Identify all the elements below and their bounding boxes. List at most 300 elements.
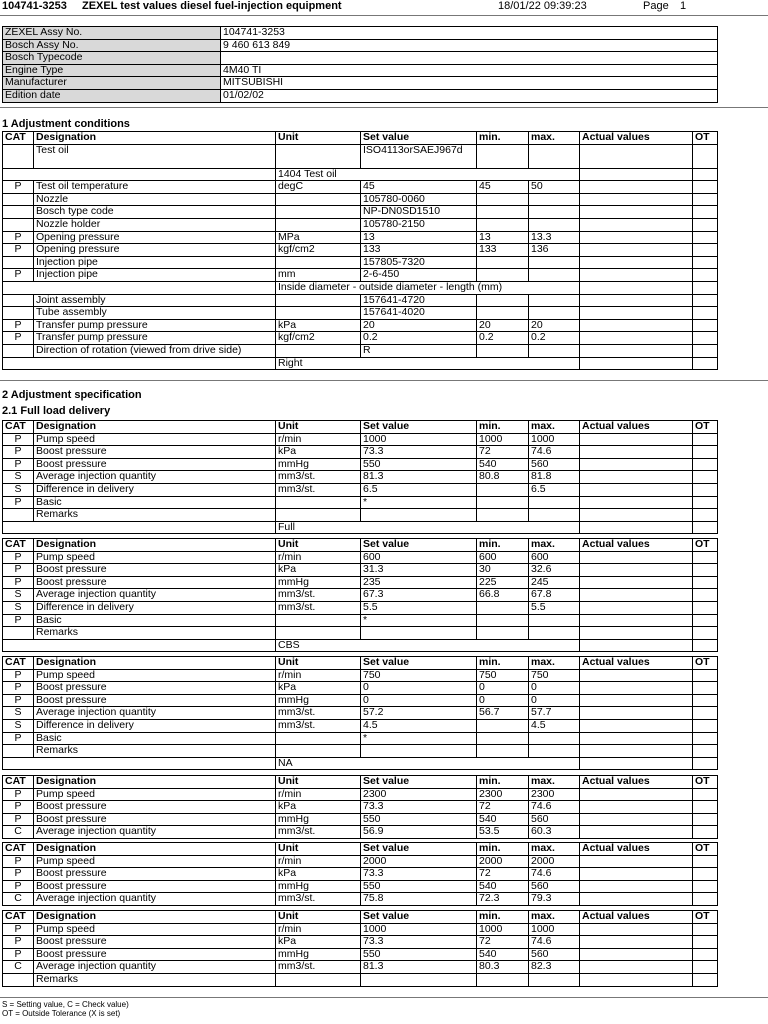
column-header-row bbox=[3, 657, 718, 670]
col-header-unit: Unit bbox=[276, 657, 361, 670]
table-row bbox=[3, 801, 718, 814]
designation-cell: Transfer pump pressure bbox=[34, 332, 276, 345]
col-header-min: min. bbox=[477, 911, 529, 924]
col-header-unit: Unit bbox=[276, 776, 361, 789]
cat-cell bbox=[3, 193, 34, 206]
cat-cell: P bbox=[3, 788, 34, 801]
cat-cell: P bbox=[3, 181, 34, 194]
ot-cell bbox=[693, 868, 718, 881]
ot-cell bbox=[693, 307, 718, 320]
designation-cell: Boost pressure bbox=[34, 801, 276, 814]
col-header-designation: Designation bbox=[34, 843, 276, 856]
set-value-cell: 73.3 bbox=[361, 801, 477, 814]
unit-cell: mm3/st. bbox=[276, 589, 361, 602]
min-cell: 13 bbox=[477, 231, 529, 244]
max-cell bbox=[529, 614, 580, 627]
empty-cell bbox=[529, 745, 580, 758]
remarks-label: Remarks bbox=[34, 627, 276, 640]
designation-cell: Boost pressure bbox=[34, 936, 276, 949]
unit-cell: kPa bbox=[276, 868, 361, 881]
empty-cell bbox=[3, 639, 34, 652]
unit-cell bbox=[276, 732, 361, 745]
print-datetime: 18/01/22 09:39:23 bbox=[498, 0, 587, 12]
col-header-ot: OT bbox=[693, 132, 718, 145]
min-cell: 56.7 bbox=[477, 707, 529, 720]
empty-cell bbox=[693, 357, 718, 370]
spec-table-body bbox=[3, 657, 718, 770]
actual-value-cell bbox=[580, 961, 693, 974]
min-cell bbox=[477, 344, 529, 357]
min-cell bbox=[477, 294, 529, 307]
footer-legend-2: OT = Outside Tolerance (X is set) bbox=[2, 1009, 121, 1018]
min-cell bbox=[477, 218, 529, 231]
max-cell bbox=[529, 206, 580, 219]
col-header-unit: Unit bbox=[276, 539, 361, 552]
designation-cell: Average injection quantity bbox=[34, 826, 276, 839]
ot-cell bbox=[693, 719, 718, 732]
set-value-cell: 105780-2150 bbox=[361, 218, 477, 231]
actual-value-cell bbox=[580, 307, 693, 320]
empty-cell bbox=[361, 973, 477, 986]
page-number: 1 bbox=[680, 0, 687, 12]
max-cell: 20 bbox=[529, 319, 580, 332]
spec-table bbox=[2, 842, 718, 906]
remarks-label: Remarks bbox=[34, 509, 276, 522]
table-row bbox=[3, 294, 718, 307]
empty-cell bbox=[34, 357, 276, 370]
unit-cell: mm3/st. bbox=[276, 826, 361, 839]
table-row bbox=[3, 218, 718, 231]
min-cell: 72 bbox=[477, 868, 529, 881]
empty-cell bbox=[529, 144, 580, 168]
column-header-row bbox=[3, 132, 718, 145]
col-header-ot: OT bbox=[693, 657, 718, 670]
min-cell: 72 bbox=[477, 936, 529, 949]
max-cell: 6.5 bbox=[529, 483, 580, 496]
designation-cell: Pump speed bbox=[34, 855, 276, 868]
spec-table-body bbox=[3, 776, 718, 839]
empty-cell bbox=[477, 509, 529, 522]
assembly-info-body bbox=[3, 27, 718, 103]
min-cell: 80.8 bbox=[477, 471, 529, 484]
empty-cell bbox=[580, 627, 693, 640]
max-cell: 560 bbox=[529, 458, 580, 471]
actual-value-cell bbox=[580, 332, 693, 345]
actual-value-cell bbox=[580, 801, 693, 814]
empty-cell bbox=[3, 757, 34, 770]
max-cell bbox=[529, 344, 580, 357]
note-row bbox=[3, 639, 718, 652]
min-cell bbox=[477, 732, 529, 745]
empty-cell bbox=[276, 745, 361, 758]
col-header-set-value: Set value bbox=[361, 132, 477, 145]
min-cell bbox=[477, 483, 529, 496]
col-header-set-value: Set value bbox=[361, 657, 477, 670]
col-header-unit: Unit bbox=[276, 132, 361, 145]
max-cell bbox=[529, 732, 580, 745]
actual-value-cell bbox=[580, 446, 693, 459]
set-value-cell: 5.5 bbox=[361, 601, 477, 614]
min-cell: 540 bbox=[477, 813, 529, 826]
ot-cell bbox=[693, 458, 718, 471]
ot-cell bbox=[693, 576, 718, 589]
actual-value-cell bbox=[580, 483, 693, 496]
set-value-cell: 75.8 bbox=[361, 893, 477, 906]
cat-cell bbox=[3, 256, 34, 269]
col-header-designation: Designation bbox=[34, 132, 276, 145]
remarks-row bbox=[3, 973, 718, 986]
spec-table-body bbox=[3, 421, 718, 534]
set-value-cell: 56.9 bbox=[361, 826, 477, 839]
note-row bbox=[3, 357, 718, 370]
min-cell: 0.2 bbox=[477, 332, 529, 345]
ot-cell bbox=[693, 826, 718, 839]
info-row bbox=[3, 89, 718, 102]
ot-cell bbox=[693, 614, 718, 627]
ot-cell bbox=[693, 948, 718, 961]
col-header-min: min. bbox=[477, 843, 529, 856]
ot-cell bbox=[693, 801, 718, 814]
max-cell: 1000 bbox=[529, 923, 580, 936]
unit-cell: kPa bbox=[276, 319, 361, 332]
ot-cell bbox=[693, 319, 718, 332]
note-cell: Inside diameter - outside diameter - length (mm) bbox=[276, 281, 580, 294]
col-header-unit: Unit bbox=[276, 911, 361, 924]
designation-cell: Basic bbox=[34, 496, 276, 509]
table-row bbox=[3, 880, 718, 893]
note-row bbox=[3, 757, 718, 770]
ot-cell bbox=[693, 193, 718, 206]
section-1-title: 1 Adjustment conditions bbox=[2, 118, 130, 130]
ot-cell bbox=[693, 256, 718, 269]
cat-cell bbox=[3, 218, 34, 231]
cat-cell: P bbox=[3, 694, 34, 707]
cat-cell: P bbox=[3, 682, 34, 695]
footer-legend-1: S = Setting value, C = Check value) bbox=[2, 1000, 129, 1009]
col-header-cat: CAT bbox=[3, 911, 34, 924]
set-value-cell: 4.5 bbox=[361, 719, 477, 732]
table-row bbox=[3, 948, 718, 961]
ot-cell bbox=[693, 218, 718, 231]
max-cell bbox=[529, 193, 580, 206]
empty-cell bbox=[693, 639, 718, 652]
max-cell: 0 bbox=[529, 694, 580, 707]
min-cell bbox=[477, 719, 529, 732]
cat-cell: C bbox=[3, 961, 34, 974]
unit-cell: mmHg bbox=[276, 948, 361, 961]
actual-value-cell bbox=[580, 682, 693, 695]
table-row bbox=[3, 732, 718, 745]
set-value-cell: 0.2 bbox=[361, 332, 477, 345]
ot-cell bbox=[693, 206, 718, 219]
actual-value-cell bbox=[580, 868, 693, 881]
table-row bbox=[3, 855, 718, 868]
designation-cell: Injection pipe bbox=[34, 256, 276, 269]
set-value-cell: 6.5 bbox=[361, 483, 477, 496]
empty-cell bbox=[34, 757, 276, 770]
actual-value-cell bbox=[580, 218, 693, 231]
max-cell: 750 bbox=[529, 669, 580, 682]
designation-cell: Average injection quantity bbox=[34, 589, 276, 602]
note-cell: Right bbox=[276, 357, 580, 370]
unit-cell: mmHg bbox=[276, 458, 361, 471]
header-rule bbox=[0, 15, 768, 16]
min-cell: 80.3 bbox=[477, 961, 529, 974]
col-header-actual: Actual values bbox=[580, 911, 693, 924]
min-cell: 53.5 bbox=[477, 826, 529, 839]
actual-value-cell bbox=[580, 193, 693, 206]
empty-cell bbox=[3, 281, 34, 294]
actual-value-cell bbox=[580, 471, 693, 484]
cat-cell: S bbox=[3, 707, 34, 720]
col-header-actual: Actual values bbox=[580, 776, 693, 789]
min-cell: 66.8 bbox=[477, 589, 529, 602]
set-value-cell: 157641-4020 bbox=[361, 307, 477, 320]
ot-cell bbox=[693, 961, 718, 974]
info-value bbox=[221, 52, 718, 65]
col-header-max: max. bbox=[529, 911, 580, 924]
unit-cell bbox=[276, 496, 361, 509]
info-value: 4M40 TI bbox=[221, 64, 718, 77]
designation-cell: Average injection quantity bbox=[34, 707, 276, 720]
ot-cell bbox=[693, 788, 718, 801]
unit-cell bbox=[276, 218, 361, 231]
empty-cell bbox=[34, 281, 276, 294]
table-row bbox=[3, 707, 718, 720]
col-header-max: max. bbox=[529, 776, 580, 789]
set-value-cell: 67.3 bbox=[361, 589, 477, 602]
designation-cell: Boost pressure bbox=[34, 576, 276, 589]
info-row bbox=[3, 64, 718, 77]
unit-cell: mmHg bbox=[276, 813, 361, 826]
ot-cell bbox=[693, 813, 718, 826]
table-row bbox=[3, 319, 718, 332]
empty-cell bbox=[580, 281, 693, 294]
actual-value-cell bbox=[580, 551, 693, 564]
ot-cell bbox=[693, 181, 718, 194]
max-cell: 0.2 bbox=[529, 332, 580, 345]
table-row bbox=[3, 788, 718, 801]
set-value-cell: 550 bbox=[361, 813, 477, 826]
max-cell: 81.8 bbox=[529, 471, 580, 484]
max-cell: 79.3 bbox=[529, 893, 580, 906]
col-header-ot: OT bbox=[693, 911, 718, 924]
empty-cell bbox=[580, 509, 693, 522]
unit-cell: mmHg bbox=[276, 880, 361, 893]
unit-cell: kgf/cm2 bbox=[276, 244, 361, 257]
cat-cell: P bbox=[3, 496, 34, 509]
actual-value-cell bbox=[580, 813, 693, 826]
col-header-cat: CAT bbox=[3, 132, 34, 145]
unit-cell: mm bbox=[276, 269, 361, 282]
table-row bbox=[3, 332, 718, 345]
max-cell: 50 bbox=[529, 181, 580, 194]
table-row bbox=[3, 496, 718, 509]
set-value-cell: 0 bbox=[361, 694, 477, 707]
max-cell: 74.6 bbox=[529, 868, 580, 881]
empty-cell bbox=[276, 509, 361, 522]
designation-cell: Direction of rotation (viewed from drive side) bbox=[34, 344, 276, 357]
unit-cell bbox=[276, 206, 361, 219]
actual-value-cell bbox=[580, 893, 693, 906]
actual-value-cell bbox=[580, 344, 693, 357]
designation-cell: Boost pressure bbox=[34, 948, 276, 961]
set-value-cell: * bbox=[361, 496, 477, 509]
min-cell: 540 bbox=[477, 458, 529, 471]
table-row bbox=[3, 269, 718, 282]
designation-cell: Boost pressure bbox=[34, 682, 276, 695]
spec-table-body bbox=[3, 539, 718, 652]
unit-cell: mm3/st. bbox=[276, 471, 361, 484]
set-value-cell: 45 bbox=[361, 181, 477, 194]
max-cell: 560 bbox=[529, 813, 580, 826]
table-row bbox=[3, 181, 718, 194]
unit-cell: r/min bbox=[276, 551, 361, 564]
designation-cell: Boost pressure bbox=[34, 868, 276, 881]
part-id: 104741-3253 bbox=[2, 0, 67, 12]
set-value-cell: 550 bbox=[361, 458, 477, 471]
set-value-cell: 0 bbox=[361, 682, 477, 695]
min-cell: 133 bbox=[477, 244, 529, 257]
table-row bbox=[3, 231, 718, 244]
col-header-set-value: Set value bbox=[361, 911, 477, 924]
ot-cell bbox=[693, 601, 718, 614]
unit-cell: kgf/cm2 bbox=[276, 332, 361, 345]
cat-cell: P bbox=[3, 269, 34, 282]
actual-value-cell bbox=[580, 669, 693, 682]
set-value-cell: 2000 bbox=[361, 855, 477, 868]
min-cell: 45 bbox=[477, 181, 529, 194]
info-row bbox=[3, 52, 718, 65]
set-value-cell: 750 bbox=[361, 669, 477, 682]
ot-cell bbox=[693, 707, 718, 720]
unit-cell: kPa bbox=[276, 936, 361, 949]
document-title: ZEXEL test values diesel fuel-injection equipment bbox=[82, 0, 342, 12]
actual-value-cell bbox=[580, 788, 693, 801]
designation-cell: Test oil temperature bbox=[34, 181, 276, 194]
designation-cell: Average injection quantity bbox=[34, 893, 276, 906]
remarks-row bbox=[3, 745, 718, 758]
ot-cell bbox=[693, 669, 718, 682]
table-row bbox=[3, 601, 718, 614]
col-header-cat: CAT bbox=[3, 539, 34, 552]
designation-cell: Basic bbox=[34, 614, 276, 627]
cat-cell: P bbox=[3, 732, 34, 745]
designation-cell: Tube assembly bbox=[34, 307, 276, 320]
ot-cell bbox=[693, 496, 718, 509]
table-row bbox=[3, 936, 718, 949]
actual-value-cell bbox=[580, 880, 693, 893]
footer-rule bbox=[0, 997, 768, 998]
empty-cell bbox=[477, 973, 529, 986]
assembly-info-table bbox=[2, 26, 718, 103]
min-cell bbox=[477, 256, 529, 269]
col-header-max: max. bbox=[529, 421, 580, 434]
min-cell: 0 bbox=[477, 682, 529, 695]
info-label: ZEXEL Assy No. bbox=[3, 27, 221, 40]
min-cell: 600 bbox=[477, 551, 529, 564]
unit-cell: r/min bbox=[276, 433, 361, 446]
spec-table bbox=[2, 656, 718, 770]
unit-cell: mmHg bbox=[276, 694, 361, 707]
cat-cell: P bbox=[3, 948, 34, 961]
empty-cell bbox=[529, 509, 580, 522]
max-cell: 136 bbox=[529, 244, 580, 257]
col-header-designation: Designation bbox=[34, 911, 276, 924]
table-row bbox=[3, 813, 718, 826]
unit-cell: mm3/st. bbox=[276, 893, 361, 906]
set-value-cell: * bbox=[361, 732, 477, 745]
col-header-actual: Actual values bbox=[580, 843, 693, 856]
designation-cell: Average injection quantity bbox=[34, 471, 276, 484]
cat-cell: P bbox=[3, 614, 34, 627]
empty-cell bbox=[529, 627, 580, 640]
min-cell: 72.3 bbox=[477, 893, 529, 906]
col-header-ot: OT bbox=[693, 776, 718, 789]
info-value: MITSUBISHI bbox=[221, 77, 718, 90]
col-header-max: max. bbox=[529, 843, 580, 856]
set-value-cell: 157805-7320 bbox=[361, 256, 477, 269]
info-label: Bosch Assy No. bbox=[3, 39, 221, 52]
set-value-cell: 57.2 bbox=[361, 707, 477, 720]
max-cell: 13.3 bbox=[529, 231, 580, 244]
ot-cell bbox=[693, 923, 718, 936]
ot-cell bbox=[693, 694, 718, 707]
actual-value-cell bbox=[580, 614, 693, 627]
min-cell bbox=[477, 614, 529, 627]
max-cell: 2000 bbox=[529, 855, 580, 868]
spec-table-body bbox=[3, 911, 718, 987]
adjustment-conditions-body bbox=[3, 132, 718, 370]
set-value-cell: 133 bbox=[361, 244, 477, 257]
spec-table bbox=[2, 910, 718, 987]
info-label: Edition date bbox=[3, 89, 221, 102]
table-row bbox=[3, 483, 718, 496]
col-header-ot: OT bbox=[693, 539, 718, 552]
info-value: 01/02/02 bbox=[221, 89, 718, 102]
ot-cell bbox=[693, 446, 718, 459]
note-cell: 1404 Test oil bbox=[276, 168, 580, 181]
actual-value-cell bbox=[580, 244, 693, 257]
min-cell bbox=[477, 601, 529, 614]
ot-cell bbox=[693, 231, 718, 244]
min-cell: 750 bbox=[477, 669, 529, 682]
max-cell bbox=[529, 307, 580, 320]
col-header-actual: Actual values bbox=[580, 421, 693, 434]
max-cell: 60.3 bbox=[529, 826, 580, 839]
empty-cell bbox=[529, 973, 580, 986]
set-value-cell: 235 bbox=[361, 576, 477, 589]
set-value-cell: R bbox=[361, 344, 477, 357]
col-header-unit: Unit bbox=[276, 421, 361, 434]
info-rule bbox=[0, 107, 768, 108]
col-header-cat: CAT bbox=[3, 421, 34, 434]
col-header-designation: Designation bbox=[34, 539, 276, 552]
note-cell: CBS bbox=[276, 639, 580, 652]
actual-value-cell bbox=[580, 564, 693, 577]
table-row bbox=[3, 256, 718, 269]
designation-cell: Opening pressure bbox=[34, 244, 276, 257]
cat-cell: P bbox=[3, 332, 34, 345]
col-header-unit: Unit bbox=[276, 843, 361, 856]
actual-value-cell bbox=[580, 707, 693, 720]
unit-cell: kPa bbox=[276, 564, 361, 577]
ot-cell bbox=[693, 589, 718, 602]
set-value-cell: 600 bbox=[361, 551, 477, 564]
table-row bbox=[3, 433, 718, 446]
col-header-actual: Actual values bbox=[580, 539, 693, 552]
empty-cell bbox=[361, 509, 477, 522]
